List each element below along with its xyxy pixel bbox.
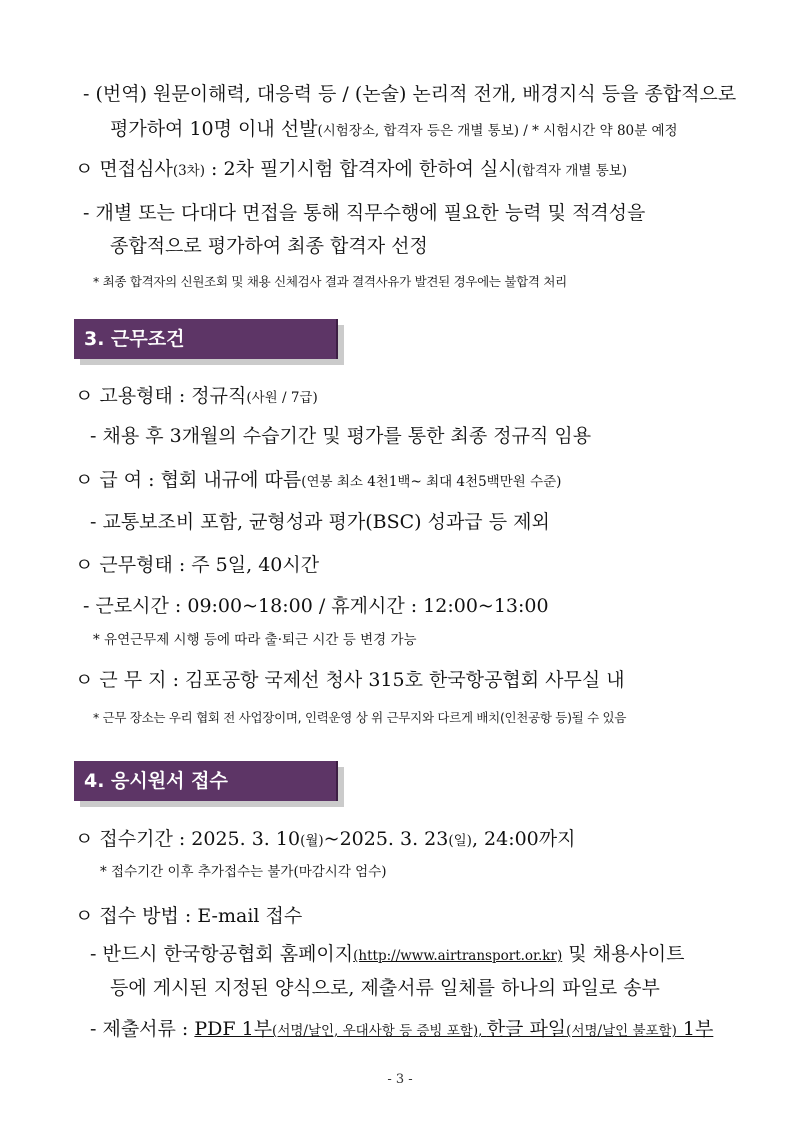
- salary-detail: - 교통보조비 포함, 균형성과 평가(BSC) 성과급 등 제외: [90, 511, 550, 533]
- interview-heading: ㅇ 면접심사(3차) : 2차 필기시험 합격자에 한하여 실시(합격자 개별 통보): [75, 158, 628, 180]
- homepage-link[interactable]: (http://www.airtransport.or.kr): [353, 948, 563, 964]
- employment-type: ㅇ 고용형태 : 정규직(사원 / 7급): [75, 385, 318, 407]
- interview-desc-1: - 개별 또는 다대다 면접을 통해 직무수행에 필요한 능력 및 적격성을: [83, 202, 646, 224]
- work-location-note: * 근무 장소는 우리 협회 전 사업장이며, 인력운영 상 위 근무지와 다르게 배치(인천공항 등)될 수 있음: [93, 710, 627, 725]
- probation-line: - 채용 후 3개월의 수습기간 및 평가를 통한 최종 정규직 임용: [90, 425, 592, 447]
- work-location: ㅇ 근 무 지 : 김포공항 국제선 청사 315호 한국항공협회 사무실 내: [75, 669, 625, 691]
- page-number: - 3 -: [387, 1072, 413, 1087]
- salary-line: ㅇ 급 여 : 협회 내규에 따름(연봉 최소 4천1백~ 최대 4천5백만원 수준): [75, 469, 562, 491]
- interview-desc-2: 종합적으로 평가하여 최종 합격자 선정: [110, 235, 428, 257]
- eval-line-selection: 평가하여 10명 이내 선발(시험장소, 합격자 등은 개별 통보) / * 시험시간 약 80분 예정: [110, 118, 678, 140]
- application-period: ㅇ 접수기간 : 2025. 3. 10(월)~2025. 3. 23(일), 24:00까지: [75, 828, 576, 850]
- eval-line-translation: - (번역) 원문이해력, 대응력 등 / (논술) 논리적 전개, 배경지식 등을 종합적으로: [83, 83, 737, 105]
- work-hours-note: * 유연근무제 시행 등에 따라 출·퇴근 시간 등 변경 가능: [93, 632, 417, 648]
- interview-note: * 최종 합격자의 신원조회 및 채용 신체검사 결과 결격사유가 발견된 경우에는 불합격 처리: [93, 274, 567, 289]
- work-hours: - 근로시간 : 09:00~18:00 / 휴게시간 : 12:00~13:00: [83, 595, 549, 617]
- section-header-work-conditions: 3. 근무조건: [74, 319, 338, 359]
- required-documents: - 제출서류 : PDF 1부(서명/날인, 우대사항 등 증빙 포함), 한글 파일(서명/날인 불포함) 1부: [90, 1018, 714, 1040]
- work-type: ㅇ 근무형태 : 주 5일, 40시간: [75, 554, 320, 576]
- section-header-application: 4. 응시원서 접수: [74, 761, 338, 801]
- application-period-note: * 접수기간 이후 추가접수는 불가(마감시각 엄수): [100, 864, 387, 880]
- application-method-detail-1: - 반드시 한국항공협회 홈페이지(http://www.airtransport.or.kr) 및 채용사이트: [90, 943, 685, 965]
- application-method: ㅇ 접수 방법 : E-mail 접수: [75, 905, 303, 927]
- application-method-detail-2: 등에 게시된 지정된 양식으로, 제출서류 일체를 하나의 파일로 송부: [110, 977, 660, 999]
